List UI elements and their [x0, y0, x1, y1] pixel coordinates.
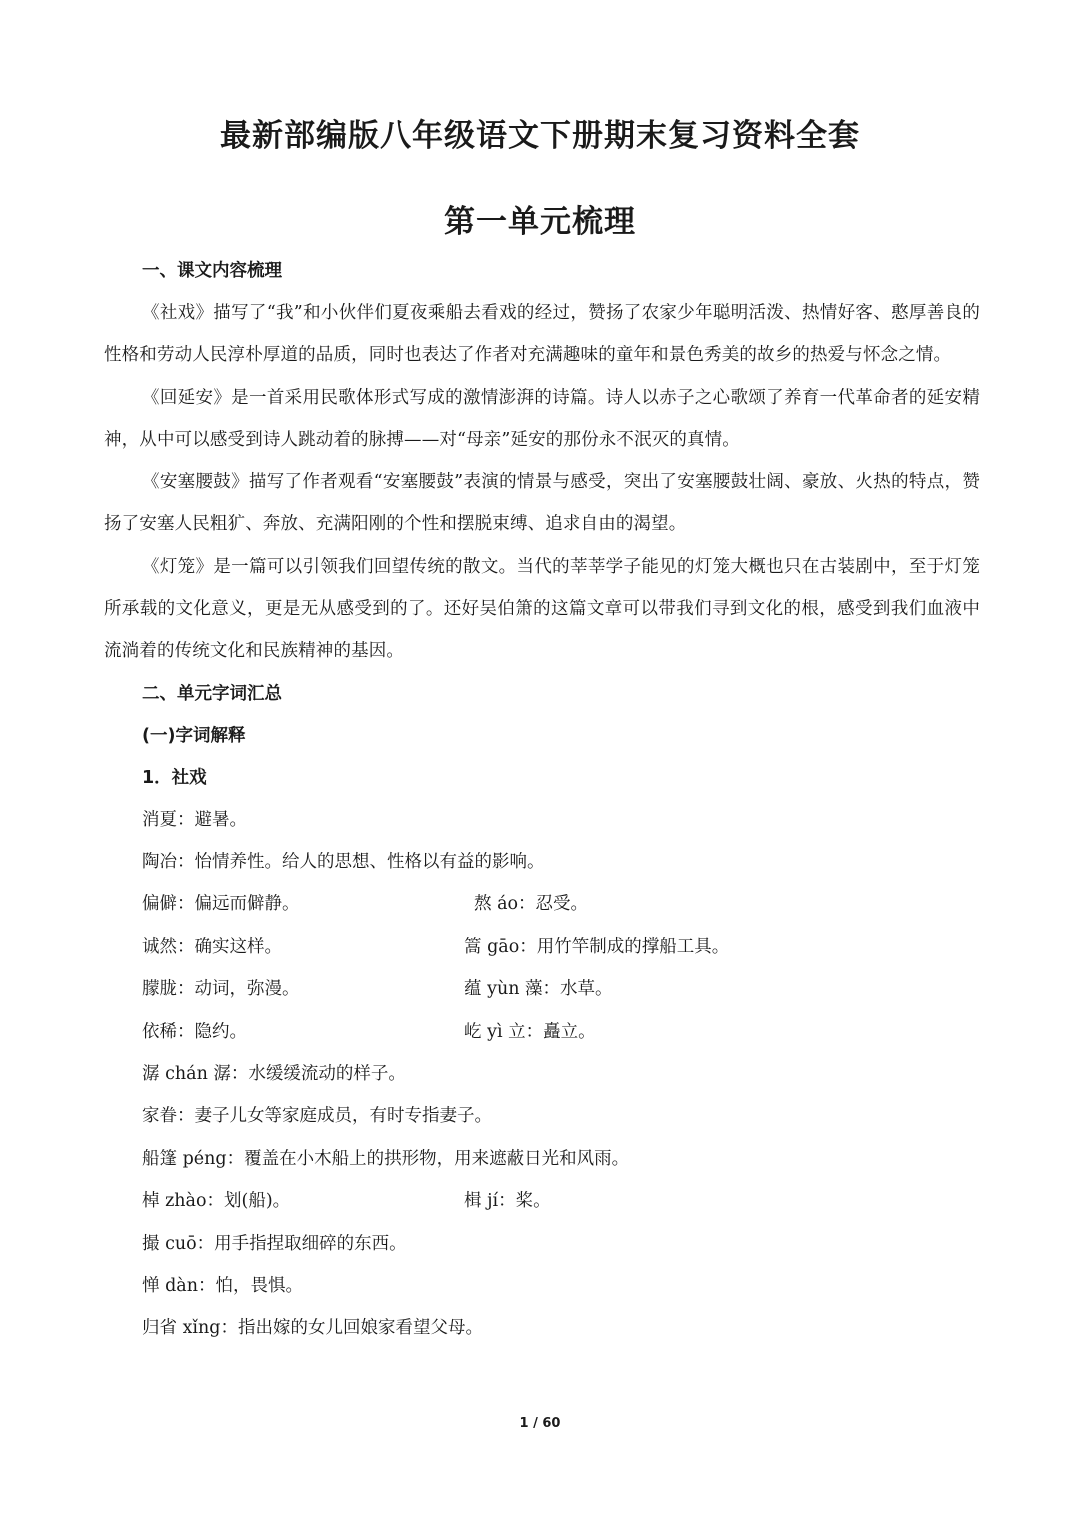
item-heading-she-xi: 1．社戏: [142, 767, 207, 788]
vocab-row: [142, 841, 980, 883]
vocab-entry: 棹 zhào：划(船)。: [142, 1191, 291, 1212]
vocab-row: [142, 1011, 980, 1053]
paragraph-deng-long: 《灯笼》是一篇可以引领我们回望传统的散文。当代的莘莘学子能见的灯笼大概也只在古装剧中，至于灯笼所承载的文化意义，更是无从感受到的了。还好吴伯箫的这篇文章可以带我们寻到文化的根，感受到我们血液中流淌着的传统文化和民族精神的基因。: [104, 556, 980, 662]
vocab-entry: 屹 yì 立：矗立。: [464, 1021, 596, 1042]
section-heading-vocabulary: 二、单元字词汇总: [142, 683, 282, 704]
vocab-entry: 撮 cuō：用手指捏取细碎的东西。: [142, 1233, 407, 1254]
vocab-row: [142, 1053, 980, 1095]
vocab-entry: 船篷 péng：覆盖在小木船上的拱形物，用来遮蔽日光和风雨。: [142, 1148, 630, 1169]
vocab-row: [142, 1223, 980, 1265]
vocab-entry: 楫 jí：桨。: [464, 1191, 551, 1212]
vocab-entry: 消夏：避暑。: [142, 809, 247, 830]
vocab-entry: 家眷：妻子儿女等家庭成员，有时专指妻子。: [142, 1106, 492, 1127]
page-number: 1 / 60: [519, 1416, 561, 1431]
paragraph-an-sai-yao-gu: 《安塞腰鼓》描写了作者观看“安塞腰鼓”表演的情景与感受，突出了安塞腰鼓壮阔、豪放、火热的特点，赞扬了安塞人民粗犷、奔放、充满阳刚的个性和摆脱束缚、追求自由的渴望。: [104, 472, 980, 535]
vocab-row: [142, 1180, 980, 1222]
paragraph-she-xi: 《社戏》描写了“我”和小伙伴们夏夜乘船去看戏的经过，赞扬了农家少年聪明活泼、热情好客、憨厚善良的性格和劳动人民淳朴厚道的品质，同时也表达了作者对充满趣味的童年和景色秀美的故乡的热爱与怀念之情。: [104, 303, 980, 366]
vocab-row: [142, 1095, 980, 1137]
document-body: [104, 250, 980, 1350]
vocab-entry: 惮 dàn：怕，畏惧。: [142, 1275, 303, 1296]
vocab-row: [142, 1265, 980, 1307]
vocab-row: [142, 1307, 980, 1349]
vocab-row: [142, 968, 980, 1010]
vocab-entry: 篙 gāo：用竹竿制成的撑船工具。: [464, 936, 730, 957]
vocab-entry: 潺 chán 潺：水缓缓流动的样子。: [142, 1064, 406, 1085]
vocab-row: [142, 799, 980, 841]
vocab-entry: 陶冶：怡情养性。给人的思想、性格以有益的影响。: [142, 852, 545, 873]
vocab-entry: 熬 áo：忍受。: [474, 894, 589, 915]
unit-title: 第一单元梳理: [444, 204, 636, 240]
vocab-entry: 归省 xǐng：指出嫁的女儿回娘家看望父母。: [142, 1318, 484, 1339]
vocabulary-list: [104, 799, 980, 1350]
vocab-entry: 诚然：确实这样。: [142, 936, 282, 957]
subsection-heading-explanations: (一)字词解释: [142, 725, 246, 746]
vocab-row: [142, 926, 980, 968]
vocab-entry: 偏僻：偏远而僻静。: [142, 894, 300, 915]
paragraph-hui-yan-an: 《回延安》是一首采用民歌体形式写成的激情澎湃的诗篇。诗人以赤子之心歌颂了养育一代革命者的延安精神，从中可以感受到诗人跳动着的脉搏——对“母亲”延安的那份永不泯灭的真情。: [104, 387, 980, 450]
document-title: 最新部编版八年级语文下册期末复习资料全套: [220, 118, 860, 154]
vocab-entry: 朦胧：动词，弥漫。: [142, 979, 300, 1000]
vocab-row: [142, 883, 980, 925]
vocab-row: [142, 1138, 980, 1180]
section-heading-content: 一、课文内容梳理: [142, 261, 282, 281]
vocab-entry: 蕴 yùn 藻：水草。: [464, 979, 613, 1000]
vocab-entry: 依稀：隐约。: [142, 1021, 247, 1042]
